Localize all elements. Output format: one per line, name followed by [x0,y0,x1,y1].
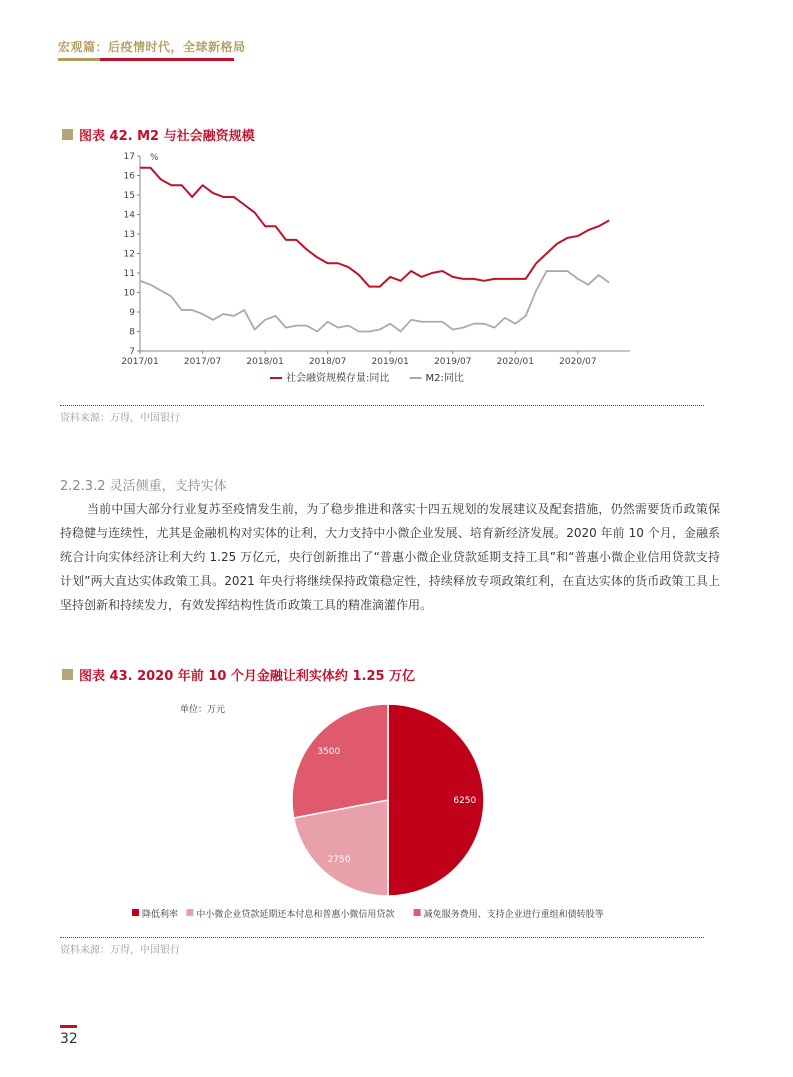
y-tick-label: 12 [123,249,135,260]
section-heading: 2.2.3.2 灵活侧重，支持实体 [60,479,227,494]
pie-data-label: 2750 [327,855,351,866]
page-number-bar [60,1025,77,1028]
divider-dotted [60,405,704,406]
y-tick-label: 8 [129,327,135,338]
legend-swatch [186,909,193,916]
figure-43-title-text: 图表 43. 2020 年前 10 个月金融让利实体约 1.25 万亿 [79,669,416,684]
pie-unit-label: 单位：万元 [180,705,226,715]
header-rule-red [100,58,234,61]
y-tick-label: 16 [123,171,135,182]
figure-marker-icon [62,129,73,140]
legend-swatch [414,909,421,916]
figure-marker-icon [62,669,73,680]
y-tick-label: 13 [123,230,135,240]
legend-label: 减免服务费用、支持企业进行重组和债转股等 [423,910,604,920]
legend-label: M2:同比 [425,373,464,384]
pie-data-label: 6250 [453,796,477,806]
figure-43-source: 资料来源：万得，中国银行 [60,945,180,956]
pie-data-label: 3500 [317,747,341,758]
figure-42-title-text: 图表 42. M2 与社会融资规模 [79,129,255,144]
y-tick-label: 7 [129,347,135,357]
line-chart-m2-tsf [110,146,640,396]
legend-label: 中小微企业贷款延期还本付息和普惠小微信用贷款 [196,910,395,920]
y-tick-label: 10 [123,288,135,299]
x-tick-label: 2020/07 [559,357,597,367]
x-tick-label: 2019/01 [371,357,409,367]
y-tick-label: 14 [123,210,135,221]
x-tick-label: 2020/01 [496,357,535,367]
y-tick-label: 15 [123,191,135,201]
header-rule-gold [58,58,100,61]
section-paragraph: 当前中国大部分行业复苏至疫情发生前，为了稳步推进和落实十四五规划的发展建议及配套措施，仍然需要货币政策保持稳健与连续性，尤其是金融机构对实体的让利，大力支持中小微企业发展、培育新经济发展。2020 年前 10 个月，金融系统合计向实体经济让利大约 1.25 万亿元，央行创新推出了“普惠小微企业贷款延期支持工具”和“普惠小微企业信用贷款支持计划”两大直达实体政策工具。2021 年央行将继续保持政策稳定性，持续释放专项政策红利，在直达实体的货币政策工具上坚持创新和持续发力，有效发挥结构性货币政策工具的精准滴灌作用。 [60,502,720,612]
x-tick-label: 2018/07 [308,357,347,367]
figure-43-title [62,665,415,684]
y-tick-label: 17 [123,152,135,162]
y-tick-label: 11 [123,269,135,279]
legend-label: 社会融资规模存量:同比 [286,373,390,384]
header-title: 宏观篇：后疫情时代，全球新格局 [58,40,246,54]
x-tick-label: 2018/01 [246,357,284,367]
x-tick-label: 2019/07 [434,357,472,367]
legend-label: 降低利率 [142,910,179,920]
y-unit-label: % [150,153,159,163]
x-tick-label: 2017/01 [121,357,159,367]
y-tick-label: 9 [129,308,135,318]
pie-chart-financial-concessions [110,695,670,925]
pie-slice-3 [292,704,388,818]
series-line-tsf [140,168,609,287]
x-tick-label: 2017/07 [183,357,222,367]
figure-42-source: 资料来源：万得，中国银行 [60,413,180,424]
series-line-m2 [140,271,609,331]
divider-dotted [60,937,704,938]
legend-swatch [132,909,139,916]
page-number: 32 [60,1031,78,1047]
figure-42-title [62,125,255,144]
